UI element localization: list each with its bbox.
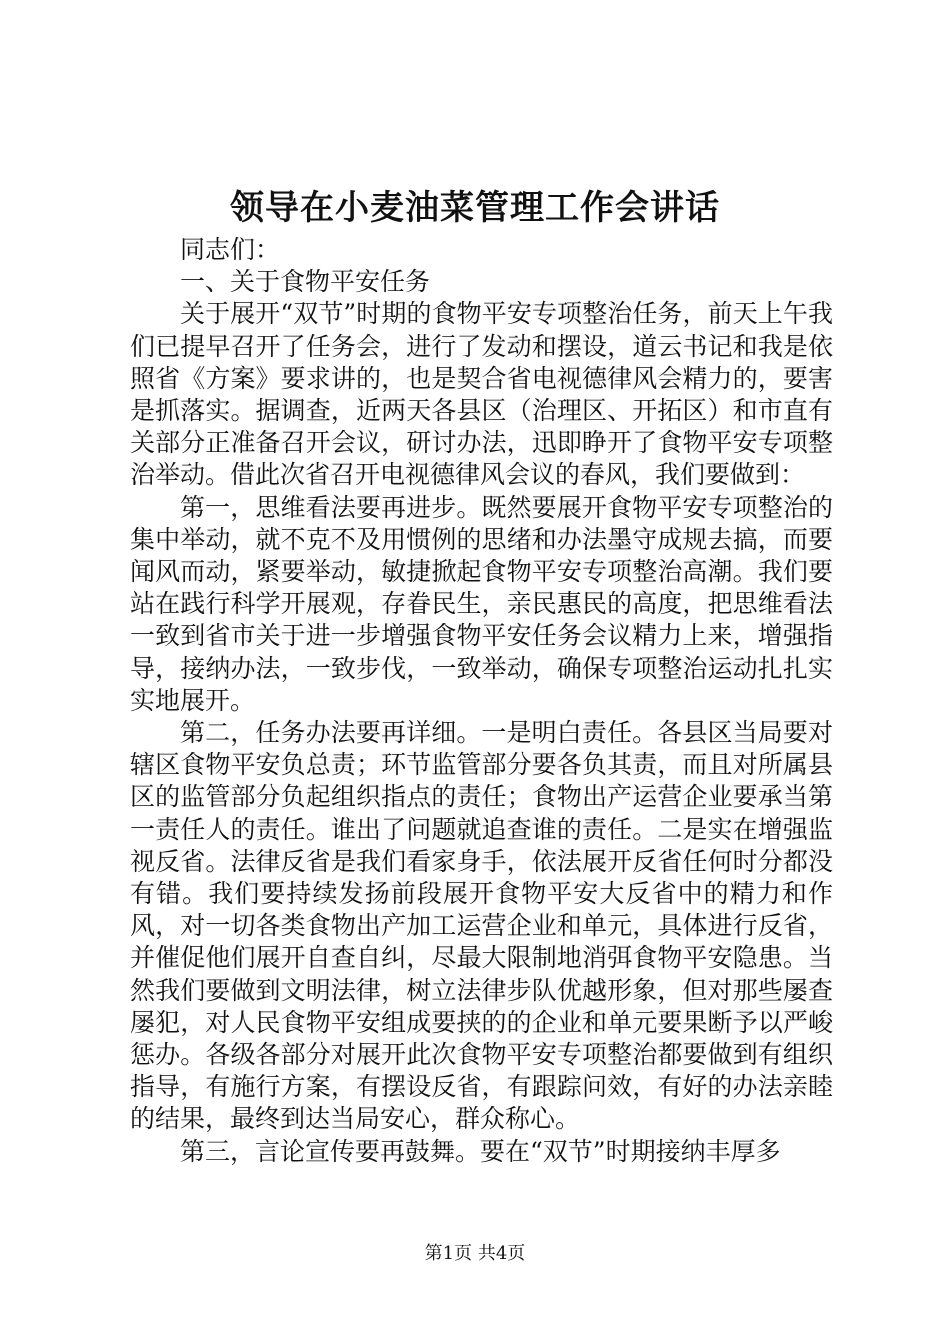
paragraph: 第二，任务办法要再详细。一是明白责任。各县区当局要对辖区食物平安负总责；环节监管部分要各负其责，而且对所属县区的监管部分负起组织指点的责任；食物出产运营企业要承当第一责任人的责任。谁出了问题就追查谁的责任。二是实在增强监视反省。法律反省是我们看家身手，依法展开反省任何时分都没有错。我们要持续发扬前段展开食物平安大反省中的精力和作风，对一切各类食物出产加工运营企业和单元，具体进行反省，并催促他们展开自查自纠，尽最大限制地消弭食物平安隐患。当然我们要做到文明法律，树立法律步队优越形象，但对那些屡查屡犯，对人民食物平安组成要挟的的企业和单元要果断予以严峻惩办。各级各部分对展开此次食物平安专项整治都要做到有组织指导，有施行方案，有摆设反省，有跟踪问效，有好的办法亲睦的结果，最终到达当局安心，群众称心。 — [130, 718, 833, 1134]
document-title: 领导在小麦油菜管理工作会讲话 — [230, 188, 720, 228]
paragraph: 第三，言论宣传要再鼓舞。要在“双节”时期接纳丰厚多 — [180, 1136, 781, 1166]
document-body — [130, 234, 833, 1168]
page-number: 第1页 共4页 — [424, 1243, 526, 1264]
paragraph: 关于展开“双节”时期的食物平安专项整治任务，前天上午我们已提早召开了任务会，进行了发动和摆设，道云书记和我是依照省《方案》要求讲的，也是契合省电视德律风会精力的，要害是抓落实。据调查，近两天各县区（治理区、开拓区）和市直有关部分正准备召开会议，研讨办法，迅即睁开了食物平安专项整治举动。借此次省召开电视德律风会议的春风，我们要做到： — [130, 299, 833, 490]
paragraph: 第一，思维看法要再进步。既然要展开食物平安专项整治的集中举动，就不克不及用惯例的思绪和办法墨守成规去搞，而要闻风而动，紧要举动，敏捷掀起食物平安专项整治高潮。我们要站在践行科学开展观，存眷民生，亲民惠民的高度，把思维看法一致到省市关于进一步增强食物平安任务会议精力上来，增强指导，接纳办法，一致步伐，一致举动，确保专项整治运动扎扎实实地展开。 — [130, 492, 833, 715]
salutation: 同志们： — [180, 235, 281, 264]
section-heading: 一、关于食物平安任务 — [180, 267, 431, 297]
